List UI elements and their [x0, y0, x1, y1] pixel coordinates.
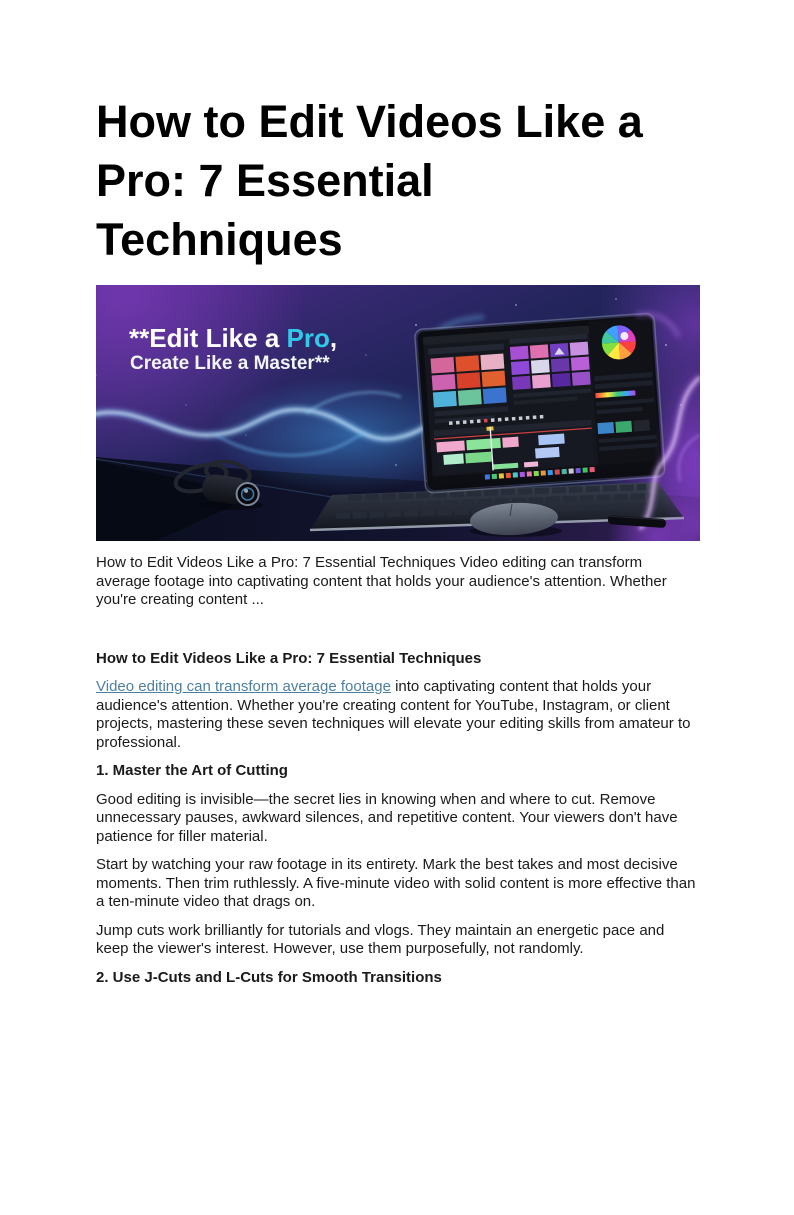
- article-heading: How to Edit Videos Like a Pro: 7 Essential Techniques: [96, 649, 482, 667]
- page-title-line-3: Techniques: [96, 214, 343, 265]
- page-title: [96, 92, 700, 269]
- section-1-paragraph-1: Good editing is invisible—the secret lies in knowing when and where to cut. Remove unnecessary pauses, awkward silences, and repetitive content. Your viewers don't have patience for filler material.: [96, 790, 678, 845]
- hero-headline: [129, 323, 337, 374]
- hero-image: [96, 285, 700, 541]
- document-page: [96, 92, 700, 987]
- summary-paragraph: How to Edit Videos Like a Pro: 7 Essential Techniques Video editing can transform average footage into captivating content that holds your audience's attention. Whether you're creating content ...: [96, 554, 667, 608]
- section-1-paragraph-2: Start by watching your raw footage in its entirety. Mark the best takes and most decisive moments. Then trim ruthlessly. A five-minute video with solid content is more effective than a ten-minute video that drags on.: [96, 856, 696, 910]
- section-1-paragraph-3: Jump cuts work brilliantly for tutorials and vlogs. They maintain an energetic pace and keep the viewer's interest. However, use them purposefully, not randomly.: [96, 921, 665, 957]
- hero-headline-prefix: **Edit Like a: [129, 323, 287, 353]
- section-heading-1: 1. Master the Art of Cutting: [96, 762, 288, 779]
- page-title-line-1: How to Edit Videos Like a: [96, 96, 643, 147]
- hero-headline-highlight: Pro: [286, 323, 330, 353]
- svg-text:**Edit Like a Pro,: [129, 323, 337, 353]
- hero-headline-line2: Create Like a Master**: [130, 353, 330, 374]
- intro-paragraph-rest: into captivating content that holds your audience's attention. Whether you're creating content for YouTube, Instagram, or client projects, mastering these seven techniques will elevate your editing skills from amateur to professional.: [96, 678, 691, 751]
- section-heading-2: 2. Use J-Cuts and L-Cuts for Smooth Transitions: [96, 968, 442, 986]
- intro-paragraph: [96, 678, 700, 752]
- hero-headline-suffix: ,: [329, 323, 338, 353]
- article-link[interactable]: Video editing can transform average footage: [96, 678, 391, 695]
- laptop-screen: [414, 313, 665, 493]
- page-title-line-2: Pro: 7 Essential: [96, 155, 434, 206]
- color-panel: [588, 317, 660, 473]
